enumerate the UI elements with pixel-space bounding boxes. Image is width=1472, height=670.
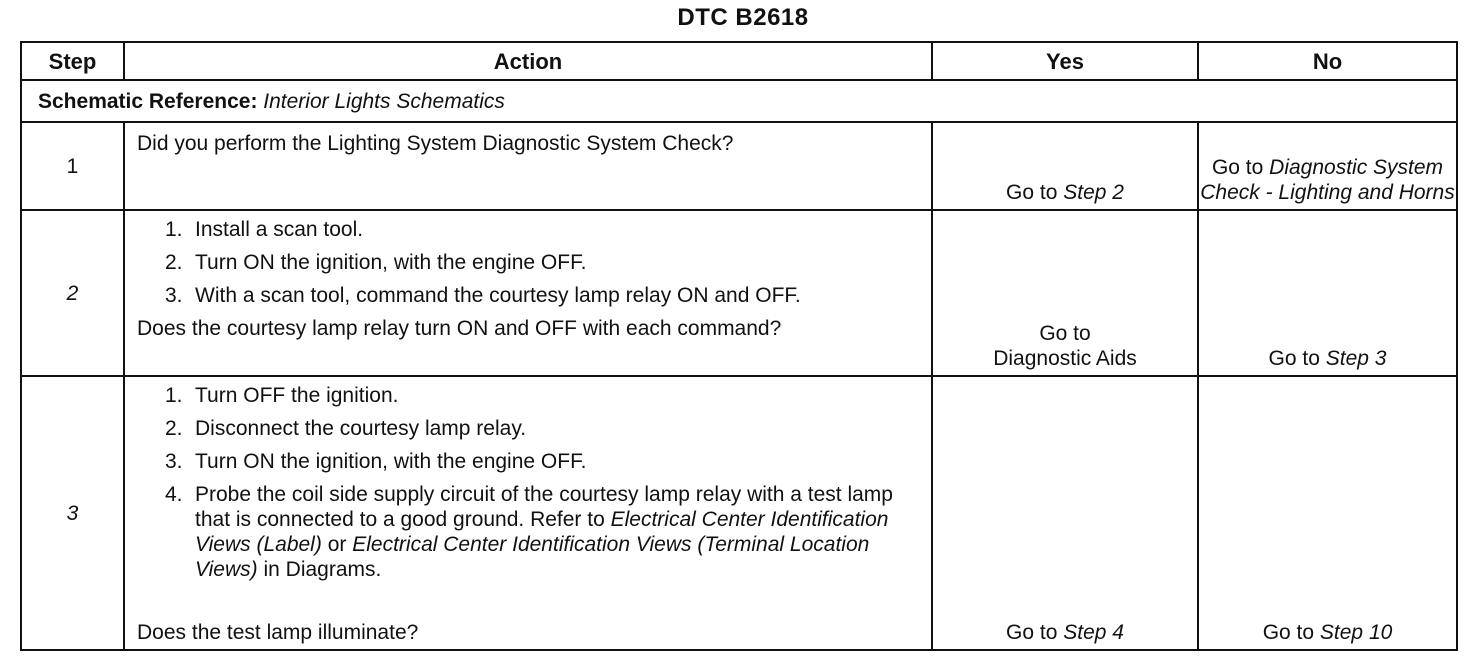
list-item	[137, 449, 921, 474]
item-text: With a scan tool, command the courtesy lamp relay ON and OFF.	[195, 284, 801, 307]
action-cell	[124, 122, 932, 210]
no-link[interactable]: Step 10	[1319, 621, 1393, 644]
no-prefix: Go to	[1211, 156, 1264, 179]
yes-cell	[932, 122, 1198, 210]
no-prefix: Go to	[1268, 347, 1320, 370]
item-number: 3.	[165, 284, 183, 307]
yes-link[interactable]: Diagnostic Aids	[993, 347, 1137, 370]
schematic-row	[21, 80, 1457, 122]
diagnostic-table	[20, 41, 1458, 651]
schematic-link[interactable]: Interior Lights Schematics	[263, 89, 505, 113]
item-number: 2.	[165, 417, 183, 440]
step-number: 2	[21, 210, 124, 376]
item-text: or	[327, 533, 347, 556]
yes-cell	[932, 210, 1198, 376]
question-text: Does the test lamp illuminate?	[137, 621, 419, 644]
schematic-label: Schematic Reference:	[38, 89, 258, 113]
header-step: Step	[21, 42, 124, 80]
no-cell	[1198, 210, 1457, 376]
item-text: Probe the coil side supply circuit of the courtesy lamp relay with a test lamp that is connected to a good ground. Refer to	[195, 483, 893, 531]
ref-link-terminal-views[interactable]: Electrical Center Identification Views (Terminal Location Views)	[195, 533, 870, 581]
table-row	[21, 210, 1457, 376]
ref-link-label-views[interactable]: Electrical Center Identification Views (Label)	[195, 508, 889, 556]
item-text: Install a scan tool.	[195, 218, 364, 241]
list-item	[137, 217, 921, 242]
no-link[interactable]: Step 3	[1325, 347, 1387, 370]
action-steps-list	[137, 383, 921, 582]
header-no: No	[1198, 42, 1457, 80]
question-text: Does the courtesy lamp relay turn ON and OFF with each command?	[137, 317, 782, 340]
list-item	[137, 416, 921, 441]
list-item	[137, 250, 921, 275]
item-text: Disconnect the courtesy lamp relay.	[195, 417, 527, 440]
item-number: 4.	[165, 483, 183, 506]
item-number: 1.	[165, 218, 183, 241]
yes-cell	[932, 376, 1198, 650]
step-number: 3	[21, 376, 124, 650]
header-yes: Yes	[932, 42, 1198, 80]
yes-link[interactable]: Step 4	[1063, 621, 1124, 644]
schematic-reference	[21, 80, 1457, 122]
yes-link[interactable]: Step 2	[1063, 181, 1124, 204]
item-number: 3.	[165, 450, 183, 473]
action-cell	[124, 210, 932, 376]
header-row	[21, 42, 1457, 80]
item-text: Turn OFF the ignition.	[195, 384, 399, 407]
no-cell	[1198, 376, 1457, 650]
page-title: DTC B2618	[677, 4, 809, 31]
no-prefix: Go to	[1262, 621, 1315, 644]
list-item	[137, 482, 921, 582]
action-cell	[124, 376, 932, 650]
list-item	[137, 383, 921, 408]
item-text: Turn ON the ignition, with the engine OFF.	[195, 450, 587, 473]
header-action: Action	[124, 42, 932, 80]
action-steps-list	[137, 217, 921, 308]
item-number: 1.	[165, 384, 183, 407]
item-number: 2.	[165, 251, 183, 274]
step-number: 1	[21, 122, 124, 210]
table-row	[21, 376, 1457, 650]
table-row	[21, 122, 1457, 210]
yes-prefix: Go to	[1006, 181, 1058, 204]
item-text: in Diagrams.	[263, 558, 382, 581]
no-cell	[1198, 122, 1457, 210]
yes-prefix: Go to	[1039, 322, 1091, 345]
no-link[interactable]: Diagnostic System Check - Lighting and Horns	[1200, 156, 1455, 204]
list-item	[137, 283, 921, 308]
yes-prefix: Go to	[1006, 621, 1058, 644]
item-text: Turn ON the ignition, with the engine OFF.	[195, 251, 587, 274]
question-text: Did you perform the Lighting System Diagnostic System Check?	[137, 132, 734, 155]
